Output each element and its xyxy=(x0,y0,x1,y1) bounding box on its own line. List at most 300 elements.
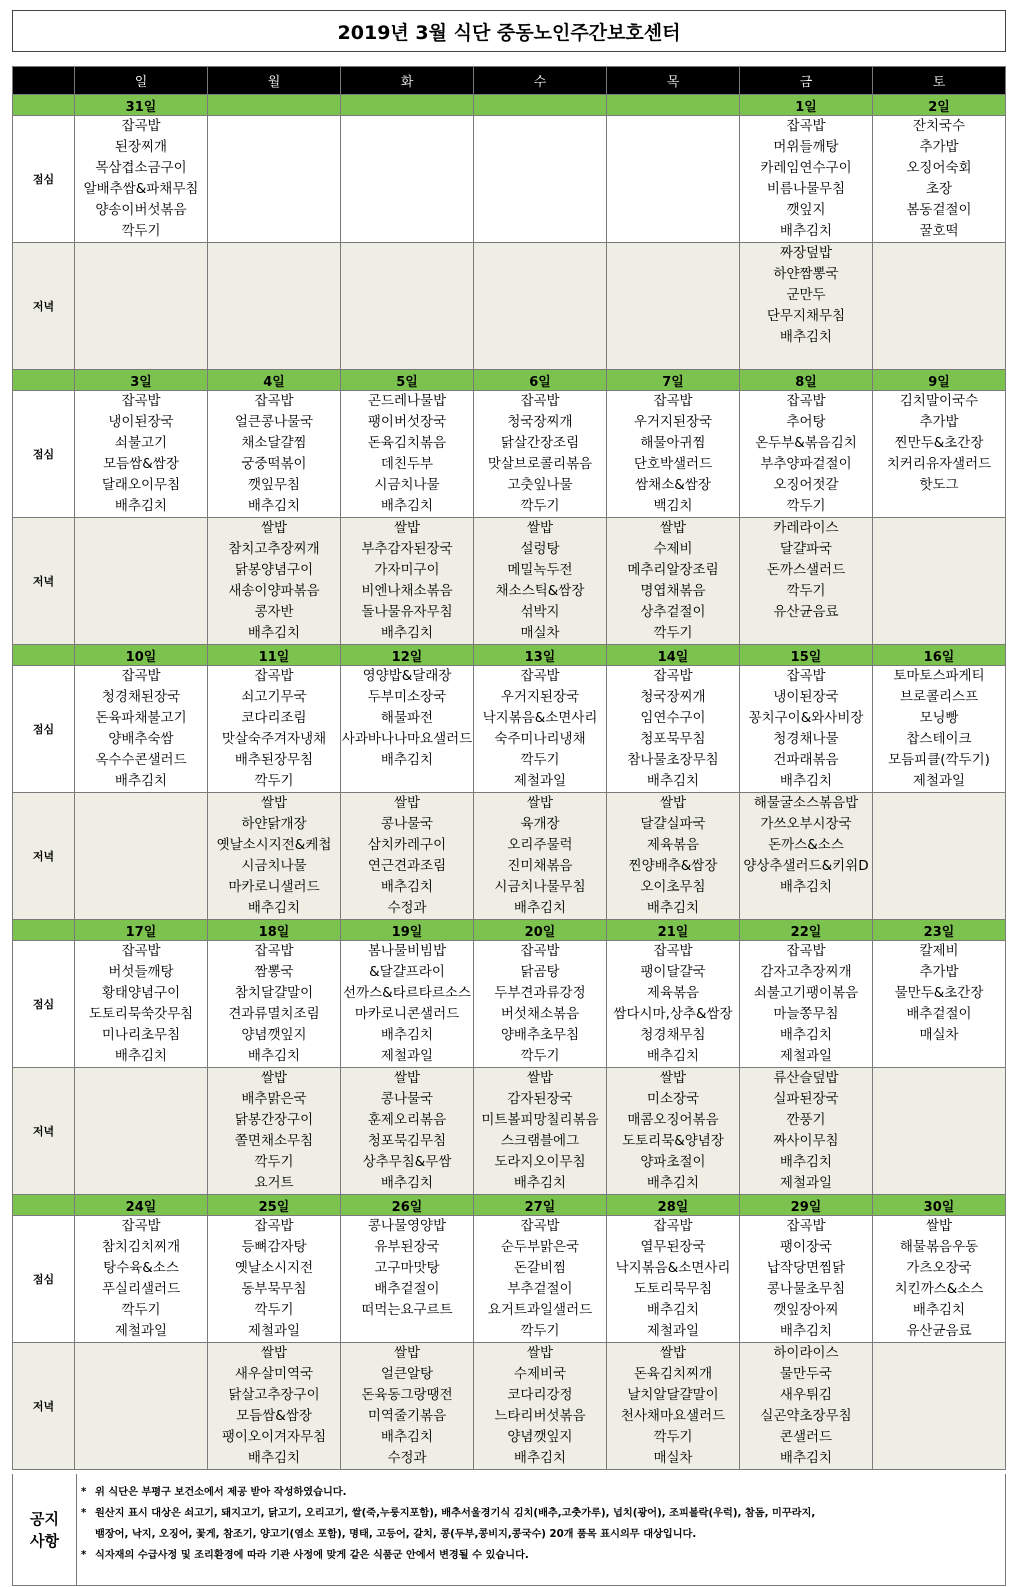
lunch-menu-cell xyxy=(873,391,1006,518)
menu-item: 쌀밥 xyxy=(393,1070,421,1086)
menu-item: 깻잎장아찌 xyxy=(773,1302,839,1318)
date-cell: 26일 xyxy=(341,1195,474,1216)
menu-item: 배추김치 xyxy=(380,879,434,895)
menu-item: 깐풍기 xyxy=(786,1112,826,1128)
menu-item: 수정과 xyxy=(387,900,427,916)
date-cell: 2일 xyxy=(873,95,1006,116)
date-cell xyxy=(208,95,341,116)
menu-item: 닭살고추장구이 xyxy=(228,1387,320,1403)
menu-item: 양념깻잎지 xyxy=(507,1429,573,1445)
menu-item: 쌀밥 xyxy=(925,1218,953,1234)
menu-item: 찐만두&초간장 xyxy=(894,435,984,451)
notice-bullet: * xyxy=(81,1508,87,1519)
page-title: 2019년 3월 식단 중동노인주간보호센터 xyxy=(12,10,1006,52)
menu-item: 냉이된장국 xyxy=(773,689,839,705)
date-cell: 30일 xyxy=(873,1195,1006,1216)
menu-item: 시금치나물 xyxy=(374,477,440,493)
menu-item: 닭봉양념구이 xyxy=(234,562,314,578)
menu-item: 스크램블에그 xyxy=(500,1133,580,1149)
menu-item: 모듬피클(깍두기) xyxy=(888,752,990,768)
menu-item: 배추김치 xyxy=(380,1429,434,1445)
menu-item: 배추김치 xyxy=(247,1450,301,1466)
menu-item: 잡곡밥 xyxy=(520,393,560,409)
menu-item: 양상추샐러드&키위D xyxy=(743,858,869,874)
menu-item: 해물굴소스볶음밥 xyxy=(753,795,859,811)
menu-item: 잡곡밥 xyxy=(786,668,826,684)
dinner-row xyxy=(13,518,1006,645)
menu-item: 배추김치 xyxy=(779,1323,833,1339)
menu-item: 배추김치 xyxy=(247,625,301,641)
dinner-menu-cell xyxy=(740,1068,873,1195)
menu-item: 돈육동그랑땡전 xyxy=(361,1387,453,1403)
menu-item: 우거지된장국 xyxy=(633,414,713,430)
dinner-menu-cell xyxy=(208,793,341,920)
menu-item: 하얀닭개장 xyxy=(241,816,307,832)
lunch-menu-cell xyxy=(75,666,208,793)
menu-item: 부추양파겉절이 xyxy=(760,456,852,472)
menu-item: 고구마맛탕 xyxy=(374,1260,440,1276)
menu-item: 잡곡밥 xyxy=(653,668,693,684)
menu-item: 브로콜리스프 xyxy=(899,689,979,705)
menu-item: 배추김치 xyxy=(513,1175,567,1191)
menu-item: 콩나물국 xyxy=(380,1091,434,1107)
menu-item: 감자된장국 xyxy=(507,1091,573,1107)
menu-item: 청포묵무침 xyxy=(640,731,706,747)
lunch-menu-cell xyxy=(873,116,1006,243)
menu-item: 쌀밥 xyxy=(659,1345,687,1361)
menu-item: 버섯채소볶음 xyxy=(500,1006,580,1022)
menu-item: 깍두기 xyxy=(520,498,560,514)
dinner-label: 저녁 xyxy=(13,1343,75,1470)
date-cell: 14일 xyxy=(607,645,740,666)
menu-item: 코다리강정 xyxy=(507,1387,573,1403)
menu-item: 양배추초무침 xyxy=(500,1027,580,1043)
menu-item: 쫄면채소무침 xyxy=(234,1133,314,1149)
menu-item: 팽이장국 xyxy=(779,1239,833,1255)
menu-item: 데친두부 xyxy=(380,456,434,472)
weekday-tue: 화 xyxy=(341,67,474,95)
lunch-row xyxy=(13,666,1006,793)
lunch-label: 점심 xyxy=(13,391,75,518)
menu-item: 가자미구이 xyxy=(374,562,440,578)
menu-item: 하이라이스 xyxy=(773,1345,839,1361)
menu-item: 매콤오징어볶음 xyxy=(627,1112,719,1128)
menu-item: 쌀밥 xyxy=(526,1070,554,1086)
dinner-menu-cell xyxy=(75,243,208,370)
menu-item: 수제비 xyxy=(653,541,693,557)
menu-item: 치킨까스&소스 xyxy=(894,1281,984,1297)
menu-item: 옛날소시지전 xyxy=(234,1260,314,1276)
date-cell: 24일 xyxy=(75,1195,208,1216)
menu-item: 오리주물럭 xyxy=(507,837,573,853)
dinner-menu-cell xyxy=(607,1068,740,1195)
menu-item: 치커리유자샐러드 xyxy=(886,456,992,472)
date-cell: 29일 xyxy=(740,1195,873,1216)
menu-item: 부추겉절이 xyxy=(507,1281,573,1297)
menu-item: 쌀밥 xyxy=(393,1345,421,1361)
menu-item: 쌀밥 xyxy=(526,1345,554,1361)
menu-item: 부추감자된장국 xyxy=(361,541,453,557)
menu-item: 달래오이무침 xyxy=(101,477,181,493)
menu-item: 군만두 xyxy=(786,287,826,303)
dinner-menu-cell xyxy=(75,1343,208,1470)
menu-item: 청경채무침 xyxy=(640,1027,706,1043)
menu-item: 배추김치 xyxy=(779,1450,833,1466)
menu-table xyxy=(12,66,1006,1470)
menu-item: 머위들깨탕 xyxy=(773,139,839,155)
menu-item: 우거지된장국 xyxy=(500,689,580,705)
notice-text: 위 식단은 부평구 보건소에서 제공 받아 작성하였습니다. xyxy=(95,1487,347,1498)
menu-item: 잡곡밥 xyxy=(653,393,693,409)
date-row xyxy=(13,645,1006,666)
menu-item: 섞박지 xyxy=(520,604,560,620)
date-cell: 31일 xyxy=(75,95,208,116)
menu-item: 봄동겉절이 xyxy=(906,202,972,218)
date-cell: 19일 xyxy=(341,920,474,941)
lunch-menu-cell xyxy=(607,1216,740,1343)
menu-item: 모듬쌈&쌈장 xyxy=(103,456,179,472)
menu-item: 초장 xyxy=(925,181,953,197)
menu-item: 잡곡밥 xyxy=(254,393,294,409)
menu-item: 배추김치 xyxy=(380,498,434,514)
menu-item: 돈육김치볶음 xyxy=(367,435,447,451)
date-cell: 4일 xyxy=(208,370,341,391)
date-cell xyxy=(607,95,740,116)
menu-item: 쌀밥 xyxy=(260,1070,288,1086)
menu-item: 팽이달걀국 xyxy=(640,964,706,980)
dinner-menu-cell xyxy=(341,1068,474,1195)
menu-item: 잡곡밥 xyxy=(520,668,560,684)
dinner-menu-cell xyxy=(607,793,740,920)
date-cell: 20일 xyxy=(474,920,607,941)
menu-item: 설렁탕 xyxy=(520,541,560,557)
menu-item: 쌀밥 xyxy=(659,1070,687,1086)
date-cell: 18일 xyxy=(208,920,341,941)
menu-item: 코다리조림 xyxy=(241,710,307,726)
menu-item: 배추김치 xyxy=(779,223,833,239)
menu-item: 청국장찌개 xyxy=(507,414,573,430)
menu-item: 배추김치 xyxy=(646,900,700,916)
menu-item: 배추김치 xyxy=(114,1048,168,1064)
menu-item: 깍두기 xyxy=(254,1154,294,1170)
menu-item: 실파된장국 xyxy=(773,1091,839,1107)
menu-item: 유산균음료 xyxy=(906,1323,972,1339)
dinner-menu-cell xyxy=(341,243,474,370)
lunch-menu-cell xyxy=(474,941,607,1068)
menu-item: 목삼겹소금구이 xyxy=(95,160,187,176)
dinner-row xyxy=(13,793,1006,920)
menu-item: 깍두기 xyxy=(520,752,560,768)
dinner-menu-cell xyxy=(474,793,607,920)
menu-item: 도토리묵쑥갓무침 xyxy=(88,1006,194,1022)
lunch-label: 점심 xyxy=(13,941,75,1068)
menu-item: 제철과일 xyxy=(114,1323,168,1339)
menu-item: 훈제오리볶음 xyxy=(367,1112,447,1128)
lunch-menu-cell xyxy=(607,116,740,243)
notice-line xyxy=(81,1524,815,1545)
menu-item: 콘샐러드 xyxy=(779,1429,833,1445)
menu-item: 깍두기 xyxy=(653,1429,693,1445)
menu-item: 돈갈비찜 xyxy=(513,1260,567,1276)
menu-item: 잡곡밥 xyxy=(254,668,294,684)
menu-item: 배추김치 xyxy=(646,1302,700,1318)
date-cell: 22일 xyxy=(740,920,873,941)
menu-item: 찐양배추&쌈장 xyxy=(628,858,718,874)
weekday-wed: 수 xyxy=(474,67,607,95)
menu-item: 류산슬덮밥 xyxy=(773,1070,839,1086)
date-row-label xyxy=(13,920,75,941)
menu-item: 물만두국 xyxy=(779,1366,833,1382)
menu-item: 탕수육&소스 xyxy=(103,1260,179,1276)
menu-item: 쌀밥 xyxy=(526,795,554,811)
menu-item: 새송이양파볶음 xyxy=(228,583,320,599)
dinner-menu-cell xyxy=(873,518,1006,645)
menu-item: 매실차 xyxy=(653,1450,693,1466)
dinner-menu-cell xyxy=(607,1343,740,1470)
menu-item: 배추맑은국 xyxy=(241,1091,307,1107)
dinner-menu-cell xyxy=(740,1343,873,1470)
menu-item: 돈까스&소스 xyxy=(768,837,844,853)
menu-item: 깍두기 xyxy=(520,1323,560,1339)
menu-item: 달걀파국 xyxy=(779,541,833,557)
menu-item: 열무된장국 xyxy=(640,1239,706,1255)
dinner-menu-cell xyxy=(474,1068,607,1195)
menu-item: 카레임연수구이 xyxy=(760,160,852,176)
menu-item: 배추김치 xyxy=(779,879,833,895)
menu-item: 배추김치 xyxy=(114,498,168,514)
dinner-menu-cell xyxy=(740,243,873,370)
menu-item: 두부미소장국 xyxy=(367,689,447,705)
menu-item: 고춧잎나물 xyxy=(507,477,573,493)
menu-item: 단호박샐러드 xyxy=(633,456,713,472)
menu-item: 잡곡밥 xyxy=(520,1218,560,1234)
lunch-menu-cell xyxy=(208,941,341,1068)
menu-item: 배추김치 xyxy=(513,1450,567,1466)
menu-item: 배추김치 xyxy=(779,329,833,345)
menu-item: 제철과일 xyxy=(779,1048,833,1064)
menu-item: 잡곡밥 xyxy=(653,1218,693,1234)
menu-item: 시금치나물 xyxy=(241,858,307,874)
dinner-row xyxy=(13,1343,1006,1470)
menu-item: 단무지채무침 xyxy=(766,308,846,324)
menu-item: 해물아귀찜 xyxy=(640,435,706,451)
menu-item: 제철과일 xyxy=(779,1175,833,1191)
menu-item: 삼치카레구이 xyxy=(367,837,447,853)
date-cell: 7일 xyxy=(607,370,740,391)
dinner-menu-cell xyxy=(341,793,474,920)
dinner-menu-cell xyxy=(740,793,873,920)
menu-item: 잡곡밥 xyxy=(786,943,826,959)
menu-item: 잡곡밥 xyxy=(653,943,693,959)
lunch-menu-cell xyxy=(341,116,474,243)
menu-item: 해물파전 xyxy=(380,710,434,726)
lunch-menu-cell xyxy=(607,391,740,518)
lunch-menu-cell xyxy=(75,1216,208,1343)
menu-item: 배추김치 xyxy=(247,1048,301,1064)
menu-item: 참치고추장찌개 xyxy=(228,541,320,557)
dinner-menu-cell xyxy=(873,1068,1006,1195)
date-cell: 16일 xyxy=(873,645,1006,666)
menu-item: 배추김치 xyxy=(380,752,434,768)
notice-line xyxy=(81,1482,815,1503)
menu-item: 배추김치 xyxy=(779,1027,833,1043)
menu-item: 사과바나나마요샐러드 xyxy=(341,731,473,747)
lunch-label: 점심 xyxy=(13,666,75,793)
menu-item: 깍두기 xyxy=(121,1302,161,1318)
menu-item: 배추김치 xyxy=(380,1027,434,1043)
menu-item: 잡곡밥 xyxy=(786,118,826,134)
menu-item: 돌나물유자무침 xyxy=(361,604,453,620)
date-cell: 15일 xyxy=(740,645,873,666)
menu-item: 떠먹는요구르트 xyxy=(361,1302,453,1318)
notice-bullet: * xyxy=(81,1550,87,1561)
menu-item: 양배추숙쌈 xyxy=(108,731,174,747)
notice-section xyxy=(12,1474,1006,1586)
menu-item: 팽이오이겨자무침 xyxy=(221,1429,327,1445)
menu-item: 깍두기 xyxy=(254,773,294,789)
lunch-menu-cell xyxy=(208,391,341,518)
date-row-label xyxy=(13,95,75,116)
menu-item: 콩나물국 xyxy=(380,816,434,832)
date-row xyxy=(13,1195,1006,1216)
menu-item: 닭곰탕 xyxy=(520,964,560,980)
date-cell: 5일 xyxy=(341,370,474,391)
menu-item: 해물볶음우동 xyxy=(899,1239,979,1255)
menu-item: 쌀밥 xyxy=(260,795,288,811)
dinner-label: 저녁 xyxy=(13,793,75,920)
menu-item: 냉이된장국 xyxy=(108,414,174,430)
menu-item: 청포묵김무침 xyxy=(367,1133,447,1149)
dinner-menu-cell xyxy=(873,243,1006,370)
menu-item: 쇠고기무국 xyxy=(241,689,307,705)
dinner-menu-cell xyxy=(474,1343,607,1470)
date-row-label xyxy=(13,1195,75,1216)
menu-item: 참치달걀말이 xyxy=(234,985,314,1001)
menu-item: 곤드레나물밥 xyxy=(367,393,447,409)
dinner-menu-cell xyxy=(607,518,740,645)
menu-item: 닭봉간장구이 xyxy=(234,1112,314,1128)
lunch-menu-cell xyxy=(474,1216,607,1343)
menu-item: 핫도그 xyxy=(919,477,959,493)
date-cell: 9일 xyxy=(873,370,1006,391)
menu-item: 얼큰콩나물국 xyxy=(234,414,314,430)
lunch-menu-cell xyxy=(341,391,474,518)
date-row-label xyxy=(13,645,75,666)
menu-item: &달걀프라이 xyxy=(369,964,445,980)
menu-item: 얼큰알탕 xyxy=(380,1366,434,1382)
menu-item: 요거트 xyxy=(254,1175,294,1191)
menu-item: 잡곡밥 xyxy=(786,1218,826,1234)
menu-item: 새우튀김 xyxy=(779,1387,833,1403)
menu-item: 깍두기 xyxy=(786,583,826,599)
menu-item: 느타리버섯볶음 xyxy=(494,1408,586,1424)
date-cell: 21일 xyxy=(607,920,740,941)
menu-item: 마카로니샐러드 xyxy=(228,879,320,895)
menu-item: 짜사이무침 xyxy=(773,1133,839,1149)
menu-item: 배추김치 xyxy=(380,625,434,641)
date-row-label xyxy=(13,370,75,391)
date-cell: 13일 xyxy=(474,645,607,666)
menu-item: 제철과일 xyxy=(513,773,567,789)
date-cell: 11일 xyxy=(208,645,341,666)
lunch-menu-cell xyxy=(607,941,740,1068)
menu-item: 청국장찌개 xyxy=(640,689,706,705)
menu-item: 콩나물영양밥 xyxy=(367,1218,447,1234)
lunch-row xyxy=(13,941,1006,1068)
weekday-mon: 월 xyxy=(208,67,341,95)
lunch-menu-cell xyxy=(474,666,607,793)
menu-item: 비름나물무침 xyxy=(766,181,846,197)
corner-cell xyxy=(13,67,75,95)
menu-item: 가쓰오부시장국 xyxy=(760,816,852,832)
menu-item: 건파래볶음 xyxy=(773,752,839,768)
menu-item: 낙지볶음&소면사리 xyxy=(615,1260,731,1276)
notice-lines xyxy=(77,1474,815,1585)
menu-item: 추어탕 xyxy=(786,414,826,430)
dinner-menu-cell xyxy=(75,1068,208,1195)
lunch-row xyxy=(13,1216,1006,1343)
notice-label-line2: 사항 xyxy=(30,1531,59,1550)
menu-item: 배추김치 xyxy=(513,900,567,916)
menu-item: 마늘쫑무침 xyxy=(773,1006,839,1022)
menu-item: 새우살미역국 xyxy=(234,1366,314,1382)
menu-item: 배추김치 xyxy=(247,900,301,916)
menu-item: 온두부&볶음김치 xyxy=(755,435,857,451)
menu-item: 김치말이국수 xyxy=(899,393,979,409)
menu-item: 푸실리샐러드 xyxy=(101,1281,181,1297)
menu-item: 찹스테이크 xyxy=(906,731,972,747)
menu-item: 숙주미나리냉채 xyxy=(494,731,586,747)
dinner-menu-cell xyxy=(740,518,873,645)
menu-item: 돈육김치찌개 xyxy=(633,1366,713,1382)
menu-item: 짬뽕국 xyxy=(254,964,294,980)
dinner-row xyxy=(13,243,1006,370)
lunch-menu-cell xyxy=(873,941,1006,1068)
menu-item: 도토리묵&양념장 xyxy=(622,1133,724,1149)
menu-item: 잡곡밥 xyxy=(121,118,161,134)
date-cell xyxy=(341,95,474,116)
lunch-menu-cell xyxy=(474,391,607,518)
menu-item: 배추김치 xyxy=(779,1154,833,1170)
lunch-menu-cell xyxy=(75,391,208,518)
menu-item: 제육볶음 xyxy=(646,837,700,853)
dinner-menu-cell xyxy=(75,793,208,920)
lunch-menu-cell xyxy=(607,666,740,793)
lunch-menu-cell xyxy=(740,116,873,243)
menu-item: 돈까스샐러드 xyxy=(766,562,846,578)
dinner-menu-cell xyxy=(607,243,740,370)
menu-item: 맛살브로콜리볶음 xyxy=(487,456,593,472)
menu-item: 미트볼피망칠리볶음 xyxy=(481,1112,599,1128)
dinner-row xyxy=(13,1068,1006,1195)
menu-item: 도라지오이무침 xyxy=(494,1154,586,1170)
menu-item: 버섯들깨탕 xyxy=(108,964,174,980)
menu-item: 납작당면찜닭 xyxy=(766,1260,846,1276)
menu-item: 잔치국수 xyxy=(912,118,966,134)
lunch-row xyxy=(13,116,1006,243)
lunch-menu-cell xyxy=(873,666,1006,793)
menu-item: 제철과일 xyxy=(247,1323,301,1339)
menu-item: 맛살숙주겨자냉채 xyxy=(221,731,327,747)
menu-item: 깻잎지 xyxy=(786,202,826,218)
menu-item: 모듬쌈&쌈장 xyxy=(236,1408,312,1424)
menu-item: 배추김치 xyxy=(646,773,700,789)
menu-item: 쇠불고기팽이볶음 xyxy=(753,985,859,1001)
date-cell: 12일 xyxy=(341,645,474,666)
menu-item: 모닝빵 xyxy=(919,710,959,726)
menu-item: 잡곡밥 xyxy=(254,943,294,959)
menu-item: 메추리알장조림 xyxy=(627,562,719,578)
